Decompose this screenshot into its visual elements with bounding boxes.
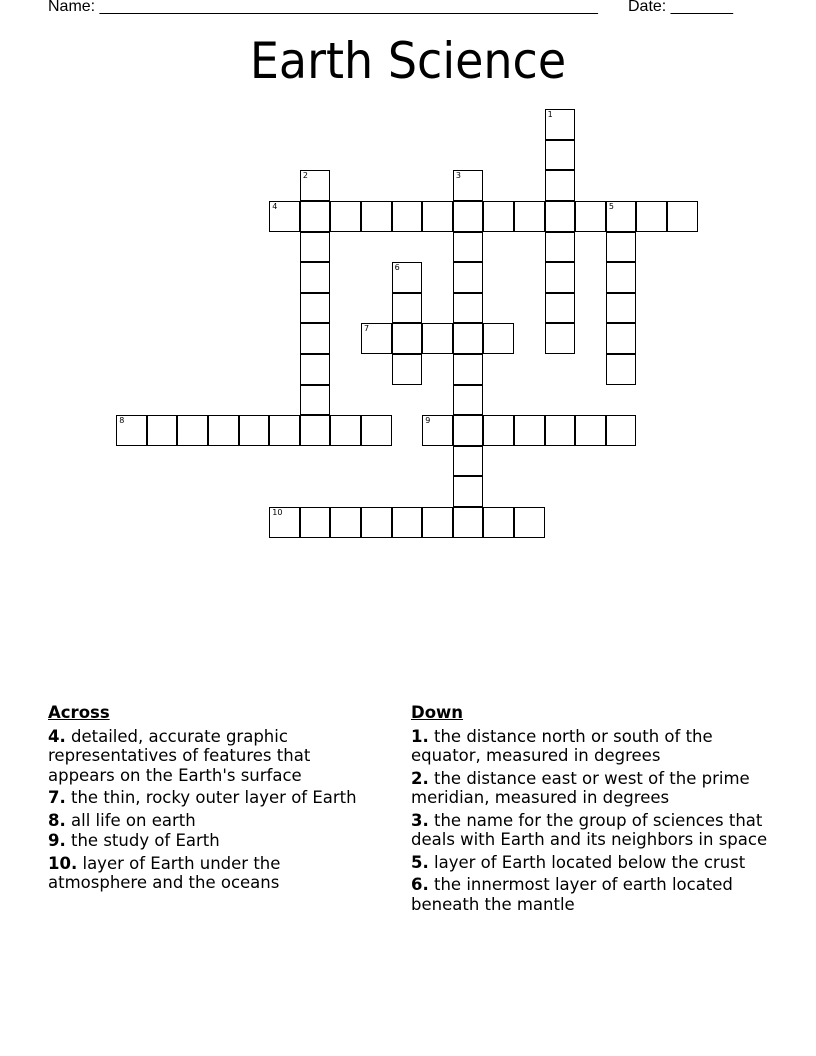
grid-cell[interactable] [177, 415, 208, 446]
grid-cell[interactable] [606, 262, 637, 293]
clue-number: 3 [455, 171, 461, 181]
grid-cell[interactable] [545, 109, 576, 140]
clue-across-7: 7. the thin, rocky outer layer of Earth [48, 788, 357, 807]
grid-cell[interactable] [483, 507, 514, 538]
grid-cell[interactable] [239, 415, 270, 446]
grid-cell[interactable] [300, 201, 331, 232]
clue-number: 6 [394, 263, 400, 273]
clue-number: 1 [547, 110, 553, 120]
clue-across-8: 8. all life on earth [48, 810, 196, 830]
clue-number: 7 [364, 324, 370, 334]
clue-down-3: 3. the name for the group of sciences that deals with Earth and its neighbors in space [411, 810, 768, 849]
grid-cell[interactable] [483, 323, 514, 354]
grid-cell[interactable] [300, 354, 331, 385]
clue-number: 8 [119, 416, 125, 426]
grid-cell[interactable] [147, 415, 178, 446]
grid-cell[interactable] [361, 415, 392, 446]
grid-cell[interactable] [545, 293, 576, 324]
grid-cell[interactable] [636, 201, 667, 232]
across-heading: Across [48, 703, 110, 722]
clue-number: 2 [302, 171, 308, 181]
grid-cell[interactable] [453, 201, 484, 232]
down-clues [411, 703, 781, 917]
clue-number: 5 [608, 202, 614, 212]
clue-across-4: 4. detailed, accurate graphic representatives of features that appears on the Earth's surface [48, 726, 311, 785]
name-field-label[interactable]: Name: ________________________________________________________ [48, 0, 598, 15]
grid-cell[interactable] [575, 201, 606, 232]
clue-across-10: 10. layer of Earth under the atmosphere and the oceans [48, 853, 281, 892]
grid-cell[interactable] [300, 507, 331, 538]
grid-cell[interactable] [453, 323, 484, 354]
clue-down-2: 2. the distance east or west of the prime meridian, measured in degrees [411, 768, 750, 807]
grid-cell[interactable] [300, 385, 331, 416]
grid-cell[interactable] [422, 415, 453, 446]
grid-cell[interactable] [330, 415, 361, 446]
grid-cell[interactable] [606, 354, 637, 385]
grid-cell[interactable] [545, 170, 576, 201]
grid-cell[interactable] [392, 354, 423, 385]
grid-cell[interactable] [545, 232, 576, 263]
grid-cell[interactable] [606, 415, 637, 446]
grid-cell[interactable] [575, 415, 606, 446]
grid-cell[interactable] [392, 201, 423, 232]
grid-cell[interactable] [606, 323, 637, 354]
grid-cell[interactable] [422, 323, 453, 354]
page-title: Earth Science [249, 32, 567, 90]
grid-cell[interactable] [300, 232, 331, 263]
grid-cell[interactable] [483, 201, 514, 232]
clue-number: 4 [272, 202, 278, 212]
grid-cell[interactable] [422, 507, 453, 538]
grid-cell[interactable] [545, 415, 576, 446]
grid-cell[interactable] [606, 232, 637, 263]
grid-cell[interactable] [269, 415, 300, 446]
grid-cell[interactable] [483, 415, 514, 446]
grid-cell[interactable] [392, 323, 423, 354]
grid-cell[interactable] [300, 415, 331, 446]
clue-number: 10 [272, 508, 283, 518]
grid-cell[interactable] [453, 232, 484, 263]
grid-cell[interactable] [453, 293, 484, 324]
grid-cell[interactable] [514, 415, 545, 446]
grid-cell[interactable] [453, 507, 484, 538]
clue-down-5: 5. layer of Earth located below the crust [411, 852, 746, 872]
grid-cell[interactable] [453, 385, 484, 416]
grid-cell[interactable] [545, 262, 576, 293]
grid-cell[interactable] [453, 476, 484, 507]
across-clues [48, 703, 378, 896]
grid-cell[interactable] [361, 507, 392, 538]
grid-cell[interactable] [269, 507, 300, 538]
grid-cell[interactable] [392, 507, 423, 538]
grid-cell[interactable] [545, 140, 576, 171]
grid-cell[interactable] [422, 201, 453, 232]
clue-down-1: 1. the distance north or south of the equator, measured in degrees [411, 726, 713, 765]
grid-cell[interactable] [514, 201, 545, 232]
grid-cell[interactable] [667, 201, 698, 232]
grid-cell[interactable] [606, 201, 637, 232]
grid-cell[interactable] [208, 415, 239, 446]
grid-cell[interactable] [300, 170, 331, 201]
grid-cell[interactable] [361, 323, 392, 354]
grid-cell[interactable] [116, 415, 147, 446]
grid-cell[interactable] [545, 201, 576, 232]
date-field-label[interactable]: Date: _______ [628, 0, 733, 15]
grid-cell[interactable] [300, 262, 331, 293]
grid-cell[interactable] [392, 293, 423, 324]
grid-cell[interactable] [606, 293, 637, 324]
grid-cell[interactable] [514, 507, 545, 538]
grid-cell[interactable] [361, 201, 392, 232]
grid-cell[interactable] [453, 354, 484, 385]
grid-cell[interactable] [545, 323, 576, 354]
grid-cell[interactable] [453, 170, 484, 201]
down-heading: Down [411, 703, 464, 722]
grid-cell[interactable] [453, 446, 484, 477]
grid-cell[interactable] [453, 415, 484, 446]
grid-cell[interactable] [392, 262, 423, 293]
grid-cell[interactable] [300, 293, 331, 324]
clue-down-6: 6. the innermost layer of earth located beneath the mantle [411, 875, 733, 914]
header-line [48, 0, 768, 16]
grid-cell[interactable] [269, 201, 300, 232]
clue-across-9: 9. the study of Earth [48, 831, 220, 850]
grid-cell[interactable] [300, 323, 331, 354]
grid-cell[interactable] [330, 507, 361, 538]
grid-cell[interactable] [330, 201, 361, 232]
grid-cell[interactable] [453, 262, 484, 293]
clue-number: 9 [425, 416, 431, 426]
